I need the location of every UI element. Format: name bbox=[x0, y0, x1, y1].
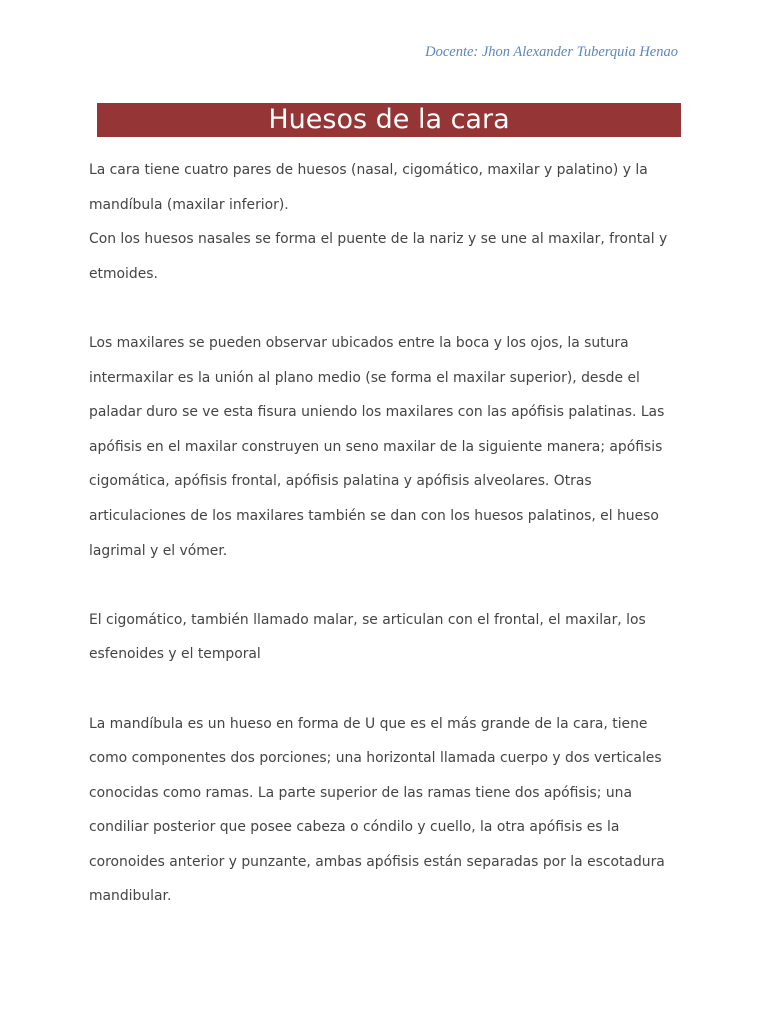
paragraph-mandibula: La mandíbula es un hueso en forma de U que es el más grande de la cara, tiene como componentes dos porciones; una horizontal llamada cuerpo y dos verticales conocidas como ramas. La parte superior de las ramas tiene dos apófisis; una condiliar posterior que posee cabeza o cóndilo y cuello, la otra apófisis es la coronoides anterior y punzante, ambas apófisis están separadas por la escotadura mandibular. bbox=[89, 715, 665, 905]
title-banner bbox=[97, 103, 681, 137]
paragraph-spacer bbox=[89, 291, 683, 326]
page-title: Huesos de la cara bbox=[268, 104, 510, 135]
paragraph-maxilares: Los maxilares se pueden observar ubicados entre la boca y los ojos, la sutura intermaxilar es la unión al plano medio (se forma el maxilar superior), desde el paladar duro se ve esta fisura uniendo los maxilares con las apófisis palatinas. Las apófisis en el maxilar construyen un seno maxilar de la siguiente manera; apófisis cigomática, apófisis frontal, apófisis palatina y apófisis alveolares. Otras articulaciones de los maxilares también se dan con los huesos palatinos, el hueso lagrimal y el vómer. bbox=[89, 334, 665, 559]
paragraph-spacer bbox=[89, 568, 683, 603]
paragraph-nasal: Con los huesos nasales se forma el puente de la nariz y se une al maxilar, frontal y etmoides. bbox=[89, 231, 668, 282]
paragraph-spacer bbox=[89, 672, 683, 707]
teacher-header: Docente: Jhon Alexander Tuberquia Henao bbox=[425, 44, 678, 60]
paragraph-intro: La cara tiene cuatro pares de huesos (nasal, cigomático, maxilar y palatino) y la mandíbula (maxilar inferior). bbox=[89, 162, 648, 213]
document-body bbox=[89, 153, 683, 914]
paragraph-cigomatico: El cigomático, también llamado malar, se articulan con el frontal, el maxilar, los esfenoides y el temporal bbox=[89, 611, 646, 663]
